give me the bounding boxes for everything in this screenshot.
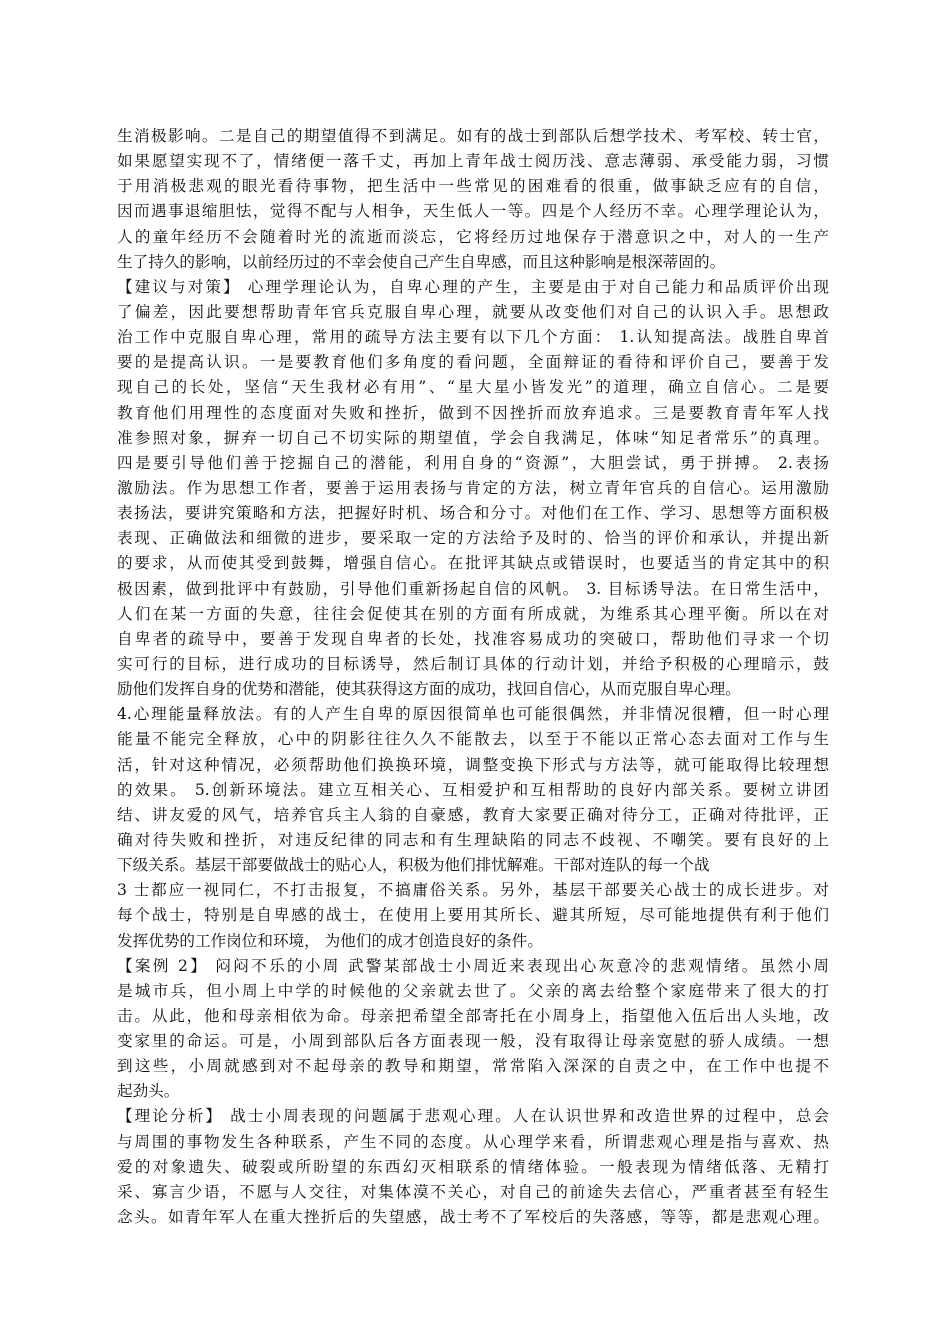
- text-line: 发挥优势的工作岗位和环境， 为他们的成才创造良好的条件。: [117, 931, 543, 950]
- text-line: 激励法。作为思想工作者，要善于运用表扬与肯定的方法，树立青年官兵的自信心。运用激励: [117, 478, 829, 497]
- text-line: 因而遇事退缩胆怯，觉得不配与人相争，天生低人一等。四是个人经历不幸。心理学理论认为，: [117, 202, 829, 221]
- text-line: 要的是提高认识。一是要教育他们多角度的看问题，全面辩证的看待和评价自己，要善于发: [117, 353, 829, 372]
- text-line: 确对待失败和挫折，对违反纪律的同志和有生理缺陷的同志不歧视、不嘲笑。要有良好的上: [117, 830, 829, 849]
- text-line: 准参照对象，摒弃一切自己不切实际的期望值，学会自我满足，体味“知足者常乐”的真理。: [117, 428, 829, 447]
- text-line: 活，针对这种情况，必须帮助他们换换环境，调整变换下形式与方法等，就可能取得比较理想: [117, 755, 829, 774]
- text-line: 能量不能完全释放，心中的阴影往往久久不能散去，以至于不能以正常心态去面对工作与生: [117, 730, 829, 749]
- text-line: 治工作中克服自卑心理，常用的疏导方法主要有以下几个方面： 1.认知提高法。战胜自卑首: [117, 328, 829, 347]
- text-line: 实可行的目标，进行成功的目标诱导，然后制订具体的行动计划，并给予积极的心理暗示，鼓: [117, 654, 829, 673]
- text-line: 表扬法，要讲究策略和方法，把握好时机、场合和分寸。对他们在工作、学习、思想等方面积极: [117, 504, 829, 523]
- text-line: 励他们发挥自身的优势和潜能，使其获得这方面的成功，找回自信心，从而克服自卑心理。: [117, 680, 741, 699]
- text-line: 每个战士，特别是自卑感的战士，在使用上要用其所长、避其所短，尽可能地提供有利于他们: [117, 906, 829, 925]
- text-line: 与周围的事物发生各种联系，产生不同的态度。从心理学来看，所谓悲观心理是指与喜欢、热: [117, 1132, 829, 1151]
- text-line: 【建议与对策】 心理学理论认为，自卑心理的产生，主要是由于对自己能力和品质评价出现: [117, 277, 829, 296]
- text-line: 表现、正确做法和细微的进步，要采取一定的方法给予及时的、恰当的评价和承认，并提出新: [117, 529, 829, 548]
- text-line: 自卑者的疏导中，要善于发现自卑者的长处，找准容易成功的突破口，帮助他们寻求一个切: [117, 629, 829, 648]
- text-line: 是城市兵，但小周上中学的时候他的父亲就去世了。父亲的离去给整个家庭带来了很大的打: [117, 981, 829, 1000]
- text-line: 四是要引导他们善于挖掘自己的潜能，利用自身的“资源”，大胆尝试，勇于拼搏。 2.表扬: [117, 453, 829, 472]
- text-line: 的要求，从而使其受到鼓舞，增强自信心。在批评其缺点或错误时，也要适当的肯定其中的积: [117, 554, 829, 573]
- text-line: 教育他们用理性的态度面对失败和挫折，做到不因挫折而放弃追求。三是要教育青年军人找: [117, 403, 829, 422]
- text-line: 3 士都应一视同仁，不打击报复，不搞庸俗关系。另外，基层干部要关心战士的成长进步。对: [117, 881, 829, 900]
- text-line: 变家里的命运。可是，小周到部队后各方面表现一般，没有取得让母亲宽慰的骄人成绩。一想: [117, 1032, 829, 1051]
- text-line: 【理论分析】 战士小周表现的问题属于悲观心理。人在认识世界和改造世界的过程中，总会: [117, 1107, 829, 1126]
- text-line: 生了持久的影响，以前经历过的不幸会使自己产生自卑感，而且这种影响是根深蒂固的。: [117, 252, 726, 271]
- text-line: 4.心理能量释放法。有的人产生自卑的原因很简单也可能很偶然，并非情况很糟，但一时心理: [117, 705, 829, 724]
- text-line: 现自己的长处，坚信“天生我材必有用”、“星大星小皆发光”的道理，确立自信心。二是要: [117, 378, 829, 397]
- text-line: 生消极影响。二是自己的期望值得不到满足。如有的战士到部队后想学技术、考军校、转士官，: [117, 127, 829, 145]
- text-line: 极因素，做到批评中有鼓励，引导他们重新扬起自信的风帆。 3. 目标诱导法。在日常生活中，: [117, 579, 829, 598]
- text-line: 如果愿望实现不了，情绪便一落千丈，再加上青年战士阅历浅、意志薄弱、承受能力弱，习惯: [117, 152, 829, 171]
- text-line: 击。从此，他和母亲相依为命。母亲把希望全部寄托在小周身上，指望他入伍后出人头地，改: [117, 1006, 829, 1025]
- text-line: 结、讲友爱的风气，培养官兵主人翁的自豪感，教育大家要正确对待分工，正确对待批评，正: [117, 805, 829, 824]
- text-line: 起劲头。: [117, 1082, 180, 1101]
- text-line: 的效果。 5.创新环境法。建立互相关心、互相爱护和互相帮助的良好内部关系。要树立讲团: [117, 780, 829, 799]
- text-line: 爱的对象遗失、破裂或所盼望的东西幻灭相联系的情绪体验。一般表现为情绪低落、无精打: [117, 1157, 829, 1176]
- text-line: 采、寡言少语，不愿与人交往，对集体漠不关心，对自己的前途失去信心，严重者甚至有轻生: [117, 1182, 829, 1201]
- text-line: 人们在某一方面的失意，往往会促使其在别的方面有所成就，为维系其心理平衡。所以在对: [117, 604, 829, 623]
- text-line: 下级关系。基层干部要做战士的贴心人，积极为他们排忧解难。干部对连队的每一个战: [117, 856, 710, 875]
- text-line: 到这些，小周就感到对不起母亲的教导和期望，常常陷入深深的自责之中，在工作中也提不: [117, 1057, 829, 1076]
- text-line: 念头。如青年军人在重大挫折后的失望感，战士考不了军校后的失落感，等等，都是悲观心理。: [117, 1208, 829, 1227]
- text-line: 于用消极悲观的眼光看待事物，把生活中一些常见的困难看的很重，做事缺乏应有的自信，: [117, 177, 829, 196]
- document-body-text: [117, 124, 829, 1230]
- text-line: 人的童年经历不会随着时光的流逝而淡忘，它将经历过地保存于潜意识之中，对人的一生产: [117, 227, 829, 246]
- text-line: 了偏差，因此要想帮助青年官兵克服自卑心理，就要从改变他们对自己的认识入手。思想政: [117, 302, 829, 321]
- text-line: 【案例 2】 闷闷不乐的小周 武警某部战士小周近来表现出心灰意冷的悲观情绪。虽然小周: [117, 956, 829, 975]
